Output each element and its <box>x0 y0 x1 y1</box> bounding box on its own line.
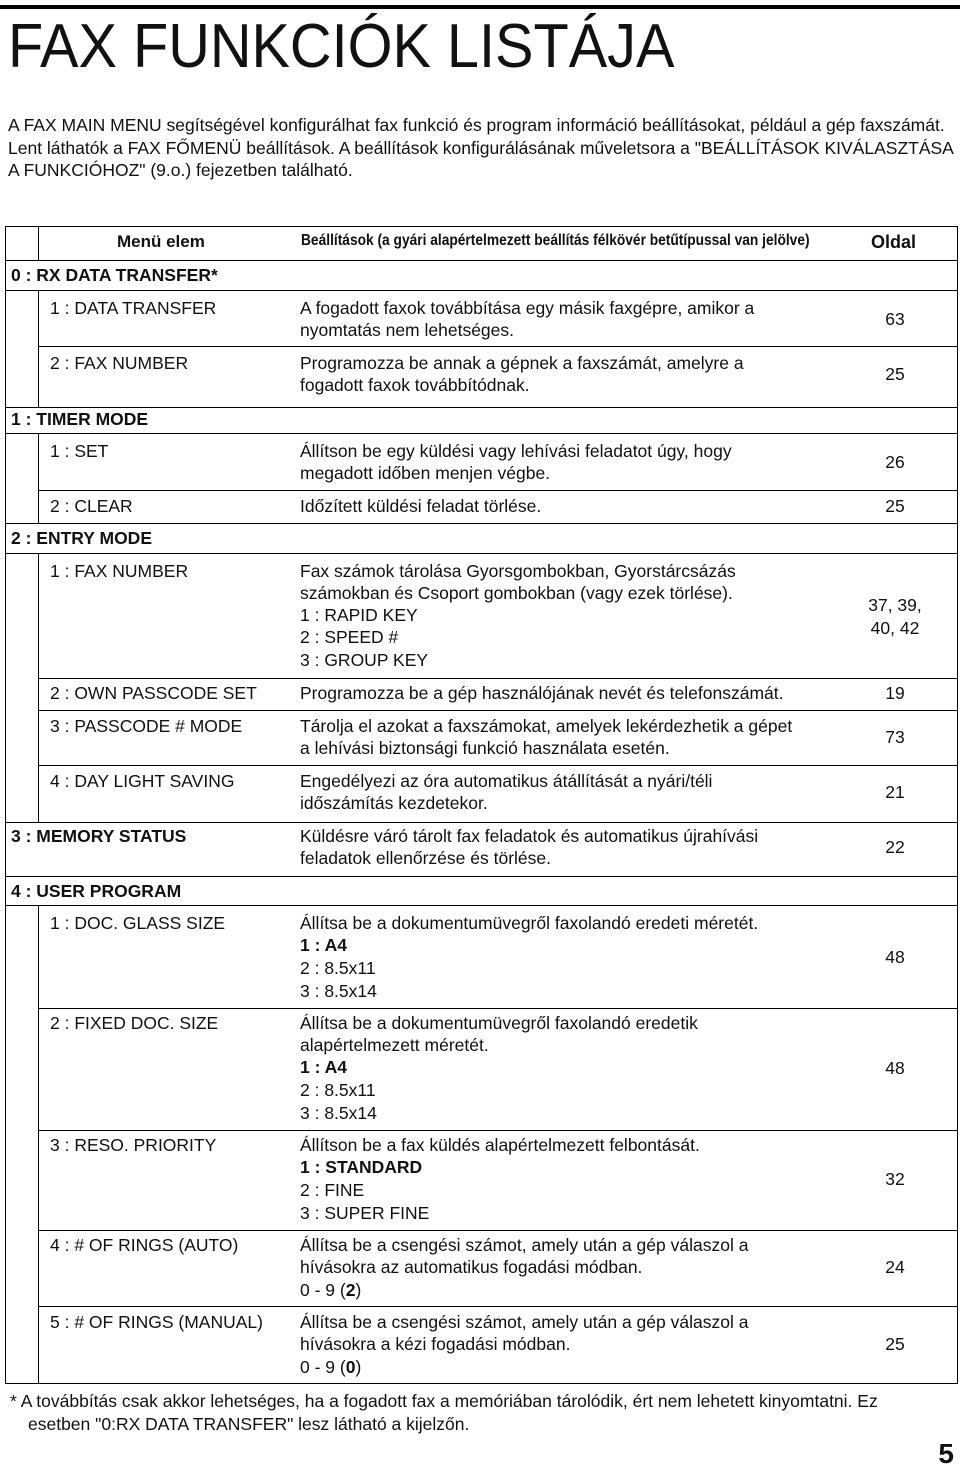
option-line: 2 : FINE <box>300 1180 365 1200</box>
page-number: 5 <box>938 1438 954 1469</box>
desc-line: A fogadott faxok továbbítása egy másik faxgépre, amikor a <box>300 298 755 318</box>
header-menu-item: Menü elem <box>117 232 205 251</box>
item-fax-number: 2 : FAX NUMBER <box>50 353 189 373</box>
function-table <box>5 226 958 1384</box>
top-rule <box>0 5 960 9</box>
item-own-passcode-set: 2 : OWN PASSCODE SET <box>50 683 257 703</box>
item-passcode-mode: 3 : PASSCODE # MODE <box>50 716 243 736</box>
desc-line: alapértelmezett méretét. <box>300 1035 489 1055</box>
page-ref: 40, 42 <box>870 618 920 638</box>
group-memory-status: 3 : MEMORY STATUS <box>11 826 187 846</box>
desc-line: Engedélyezi az óra automatikus átállítását a nyári/téli <box>300 771 713 791</box>
desc-line: Állítson be a fax küldés alapértelmezett felbontását. <box>300 1135 700 1155</box>
page-ref: 63 <box>885 309 905 329</box>
item-day-light-saving: 4 : DAY LIGHT SAVING <box>50 771 235 791</box>
page-ref: 25 <box>885 364 905 384</box>
desc-line: Állítsa be a dokumentumüvegről faxolandó eredeti méretét. <box>300 913 759 933</box>
desc-line: számokban és Csoport gombokban (vagy ezek törlése). <box>300 583 733 603</box>
desc-line: Állítsa be a csengési számot, amely után a gép válaszol a <box>300 1312 749 1332</box>
desc-line: Programozza be a gép használójának nevét és telefonszámát. <box>300 683 784 703</box>
footnote-line: esetben "0:RX DATA TRANSFER" lesz látható a kijelzőn. <box>28 1413 470 1434</box>
item-rings-auto: 4 : # OF RINGS (AUTO) <box>50 1235 239 1255</box>
desc-line: Programozza be annak a gépnek a faxszámát, amelyre a <box>300 353 744 373</box>
footnote-line: * A továbbítás csak akkor lehetséges, ha a fogadott fax a memóriában tárolódik, ért nem lehetett kinyomtatni. Ez <box>10 1391 878 1411</box>
default-option: 1 : STANDARD <box>300 1157 423 1177</box>
desc-line: időszámítás kezdetekor. <box>300 793 488 813</box>
option-line: 3 : 8.5x14 <box>300 1103 377 1123</box>
page-ref: 73 <box>885 727 905 747</box>
range-line: 0 - 9 (2) <box>300 1280 362 1300</box>
item-fixed-doc-size: 2 : FIXED DOC. SIZE <box>50 1013 219 1033</box>
desc-line: Tárolja el azokat a faxszámokat, amelyek lekérdezhetik a gépet <box>300 716 793 736</box>
item-data-transfer: 1 : DATA TRANSFER <box>50 298 217 318</box>
option-line: 2 : 8.5x11 <box>300 1080 376 1100</box>
item-fax-number: 1 : FAX NUMBER <box>50 561 189 581</box>
desc-line: hívásokra a kézi fogadási módban. <box>300 1334 571 1354</box>
group-timer-mode: 1 : TIMER MODE <box>11 409 149 429</box>
page-title: FAX FUNKCIÓK LISTÁJA <box>8 12 675 81</box>
page-ref: 48 <box>885 947 905 967</box>
page-ref: 24 <box>885 1257 905 1277</box>
desc-line: Állítsa be a dokumentumüvegről faxolandó eredetik <box>300 1013 698 1033</box>
item-reso-priority: 3 : RESO. PRIORITY <box>50 1135 217 1155</box>
page-ref: 48 <box>885 1058 905 1078</box>
default-option: 1 : A4 <box>300 935 348 955</box>
desc-line: a lehívási biztonsági funkció használata esetén. <box>300 738 670 758</box>
item-rings-manual: 5 : # OF RINGS (MANUAL) <box>50 1312 263 1332</box>
option-line: 1 : RAPID KEY <box>300 605 418 625</box>
group-entry-mode: 2 : ENTRY MODE <box>11 528 152 548</box>
desc-line: Állítsa be a csengési számot, amely után a gép válaszol a <box>300 1235 749 1255</box>
default-option: 1 : A4 <box>300 1057 348 1077</box>
item-doc-glass-size: 1 : DOC. GLASS SIZE <box>50 913 226 933</box>
page-ref: 26 <box>885 452 905 472</box>
intro-paragraph: A FAX MAIN MENU segítségével konfigurálhat fax funkció és program információ beállításokat, például a gép faxszámát. Lent láthatók a FAX FŐMENÜ beállítások. A beállítások konfigurálásának műveletsora a "BEÁLLÍTÁSOK KIVÁLASZTÁSA A FUNKCIÓHOZ" (9.o.) fejezetben található. <box>8 115 953 180</box>
desc-line: Időzített küldési feladat törlése. <box>300 496 542 516</box>
header-page: Oldal <box>871 232 917 252</box>
group-user-program: 4 : USER PROGRAM <box>11 881 182 901</box>
desc-line: Küldésre váró tárolt fax feladatok és automatikus újrahívási <box>300 826 759 846</box>
page-ref: 37, 39, <box>868 595 922 615</box>
item-set: 1 : SET <box>50 441 109 461</box>
desc-line: megadott időben menjen végbe. <box>300 463 551 483</box>
header-settings: Beállítások (a gyári alapértelmezett beállítás félkövér betűtípussal van jelölve) <box>301 232 810 249</box>
page-ref: 19 <box>885 683 905 703</box>
desc-line: Fax számok tárolása Gyorsgombokban, Gyorstárcsázás <box>300 561 736 581</box>
desc-line: nyomtatás nem lehetséges. <box>300 320 515 340</box>
option-line: 3 : SUPER FINE <box>300 1203 430 1223</box>
item-clear: 2 : CLEAR <box>50 496 133 516</box>
desc-line: hívásokra az automatikus fogadási módban. <box>300 1257 643 1277</box>
page-ref: 25 <box>885 1334 905 1354</box>
footnote <box>10 1390 955 1435</box>
option-line: 3 : GROUP KEY <box>300 650 429 670</box>
range-line: 0 - 9 (0) <box>300 1357 362 1377</box>
option-line: 2 : 8.5x11 <box>300 958 376 978</box>
desc-line: Állítson be egy küldési vagy lehívási feladatot úgy, hogy <box>300 441 732 461</box>
desc-line: fogadott faxok továbbítódnak. <box>300 375 530 395</box>
option-line: 3 : 8.5x14 <box>300 981 377 1001</box>
page-ref: 21 <box>885 782 905 802</box>
page-ref: 32 <box>885 1169 905 1189</box>
group-rx-data-transfer: 0 : RX DATA TRANSFER* <box>11 265 218 285</box>
option-line: 2 : SPEED # <box>300 627 399 647</box>
page-ref: 22 <box>885 837 905 857</box>
page-ref: 25 <box>885 496 905 516</box>
desc-line: feladatok ellenőrzése és törlése. <box>300 848 551 868</box>
